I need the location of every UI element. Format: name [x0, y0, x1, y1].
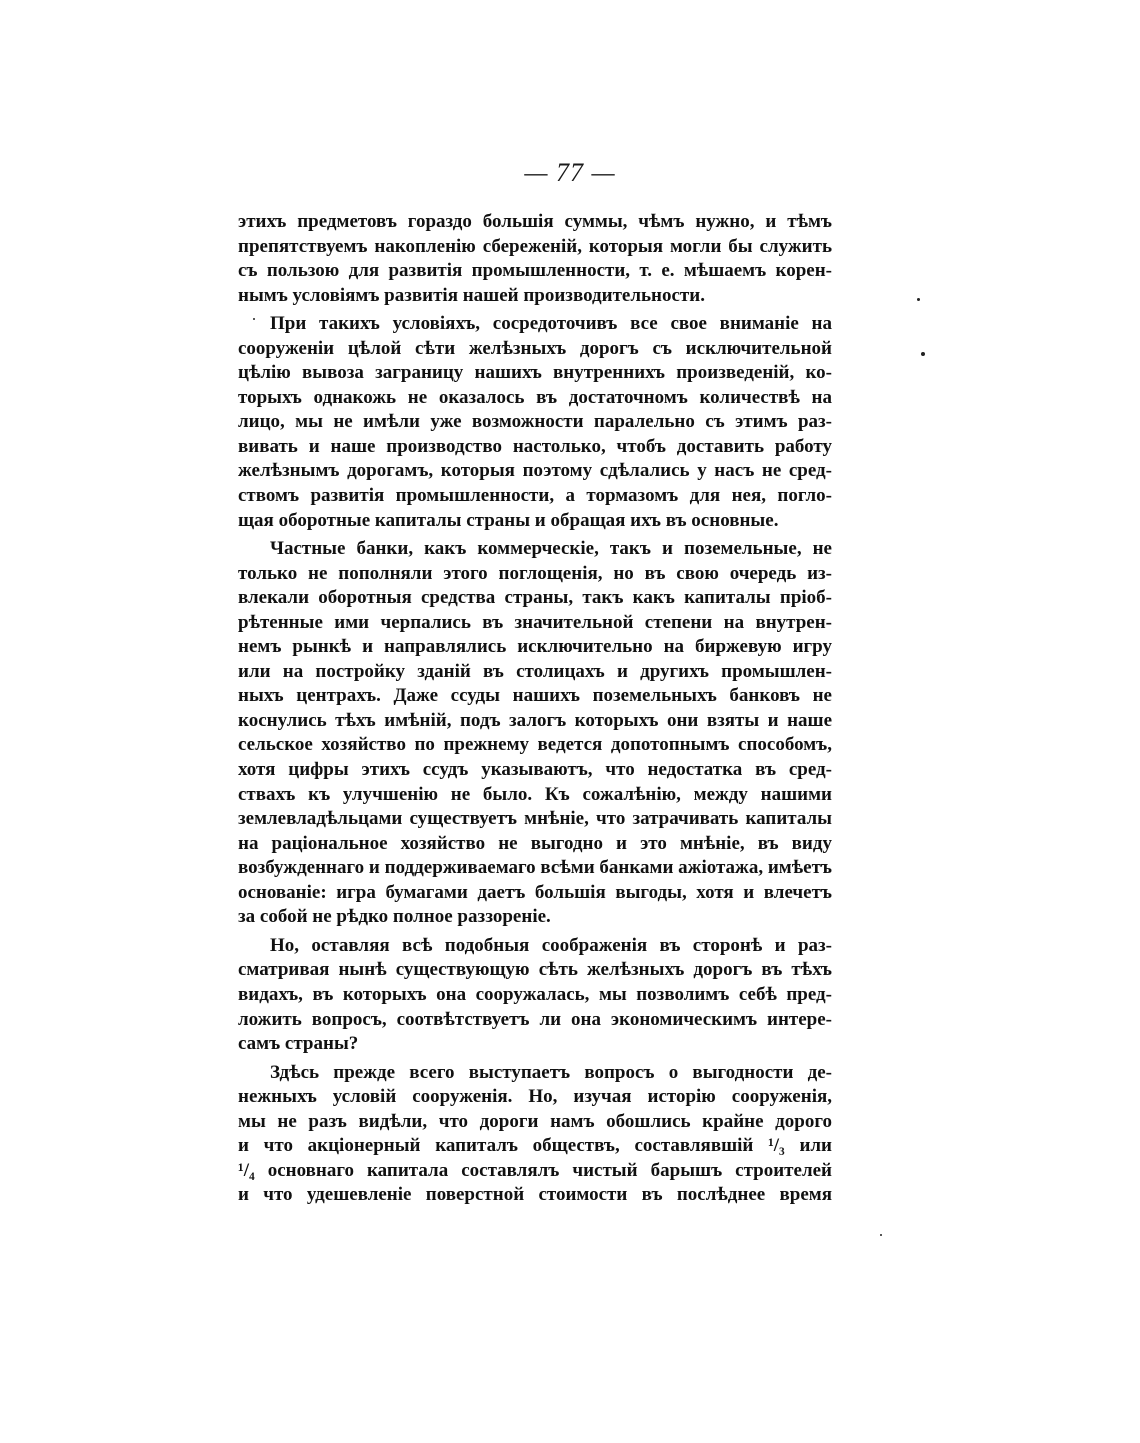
paragraph — [238, 210, 832, 308]
text-line: или на постройку зданій въ столицахъ и другихъ промышлен- — [238, 660, 832, 682]
text-line: торыхъ однакожь не оказалось въ достаточномъ количествѣ на — [238, 386, 832, 408]
text-line: сооруженіи цѣлой сѣти желѣзныхъ дорогъ съ исключительной — [238, 337, 832, 359]
scan-speck — [880, 1234, 882, 1236]
text-line: При такихъ условіяхъ, сосредоточивъ все свое вниманіе на — [270, 313, 832, 335]
text-line: препятствуемъ накопленію сбереженій, которыя могли бы служить — [238, 235, 832, 257]
scan-speck — [253, 318, 255, 320]
text-block — [238, 210, 832, 1208]
text-line: Здѣсь прежде всего выступаетъ вопросъ о выгодности де- — [270, 1061, 832, 1083]
text-line: и что удешевленіе поверстной стоимости въ послѣднее время — [238, 1184, 832, 1206]
text-line: возбужденнаго и поддерживаемаго всѣми банками ажіотажа, имѣетъ — [238, 857, 832, 879]
text-line: нымъ условіямъ развитія нашей производительности. — [238, 284, 705, 306]
text-line: и что акціонерный капиталъ обществъ, составлявшій ¹/₃ или — [238, 1135, 832, 1157]
text-line: основаніе: игра бумагами даетъ большія выгоды, хотя и влечетъ — [238, 881, 832, 903]
text-line: только не пополняли этого поглощенія, но въ свою очередь из- — [238, 562, 832, 584]
text-line: ложить вопросъ, соотвѣтствуетъ ли она экономическимъ интере- — [238, 1008, 832, 1030]
text-line: желѣзнымъ дорогамъ, которыя поэтому сдѣлались у насъ не сред- — [238, 460, 832, 482]
text-line: ствахъ къ улучшенію не было. Къ сожалѣнію, между нашими — [238, 783, 832, 805]
text-line: коснулись тѣхъ имѣній, подъ залогъ которыхъ они взяты и наше — [238, 709, 832, 731]
text-line: немъ рынкѣ и направлялись исключительно на биржевую игру — [238, 636, 832, 658]
text-line: сельское хозяйство по прежнему ведется допотопнымъ способомъ, — [238, 734, 832, 756]
text-line: мы не разъ видѣли, что дороги намъ обошлись крайне дорого — [238, 1110, 832, 1132]
paragraph — [238, 1061, 832, 1208]
text-line: сматривая нынѣ существующую сѣть желѣзныхъ дорогъ въ тѣхъ — [238, 959, 832, 981]
text-line: ¹/₄ основнаго капитала составлялъ чистый барышъ строителей — [238, 1159, 832, 1181]
text-line: видахъ, въ которыхъ она сооружалась, мы позволимъ себѣ пред- — [238, 983, 832, 1005]
text-line: за собой не рѣдко полное раззореніе. — [238, 906, 551, 928]
text-line: вивать и наше производство настолько, чтобъ доставить работу — [238, 435, 832, 457]
paragraph — [238, 312, 832, 533]
text-line: нежныхъ условій сооруженія. Но, изучая исторію сооруженія, — [238, 1086, 832, 1108]
text-line: хотя цифры этихъ ссудъ указываютъ, что недостатка въ сред- — [238, 759, 832, 781]
text-line: лицо, мы не имѣли уже возможности паралельно съ этимъ раз- — [238, 411, 832, 433]
text-line: на раціональное хозяйство не выгодно и это мнѣніе, въ виду — [238, 832, 832, 854]
text-line: цѣлію вывоза заграницу нашихъ внутреннихъ произведеній, ко- — [238, 362, 832, 384]
page-number: — 77 — — [524, 158, 616, 187]
scan-speck — [917, 298, 920, 301]
text-line: самъ страны? — [238, 1033, 359, 1055]
text-line: щая оборотные капиталы страны и обращая ихъ въ основные. — [238, 509, 779, 531]
text-line: влекали оборотныя средства страны, такъ какъ капиталы пріоб- — [238, 587, 832, 609]
text-line: Частные банки, какъ коммерческіе, такъ и поземельные, не — [270, 538, 832, 560]
text-line: ныхъ центрахъ. Даже ссуды нашихъ поземельныхъ банковъ не — [238, 685, 832, 707]
paragraph — [238, 537, 832, 930]
text-line: этихъ предметовъ гораздо большія суммы, чѣмъ нужно, и тѣмъ — [238, 211, 832, 232]
text-line: съ пользою для развитія промышленности, т. е. мѣшаемъ корен- — [238, 260, 832, 282]
text-line: землевладѣльцами существуетъ мнѣніе, что затрачивать капиталы — [238, 808, 832, 830]
paragraph — [238, 934, 832, 1057]
text-line: рѣтенные ими черпались въ значительной степени на внутрен- — [238, 611, 832, 633]
text-line: Но, оставляя всѣ подобныя соображенія въ сторонѣ и раз- — [270, 934, 832, 956]
scan-speck — [921, 352, 925, 356]
text-line: ствомъ развитія промышленности, а тормазомъ для нея, погло- — [238, 485, 832, 507]
